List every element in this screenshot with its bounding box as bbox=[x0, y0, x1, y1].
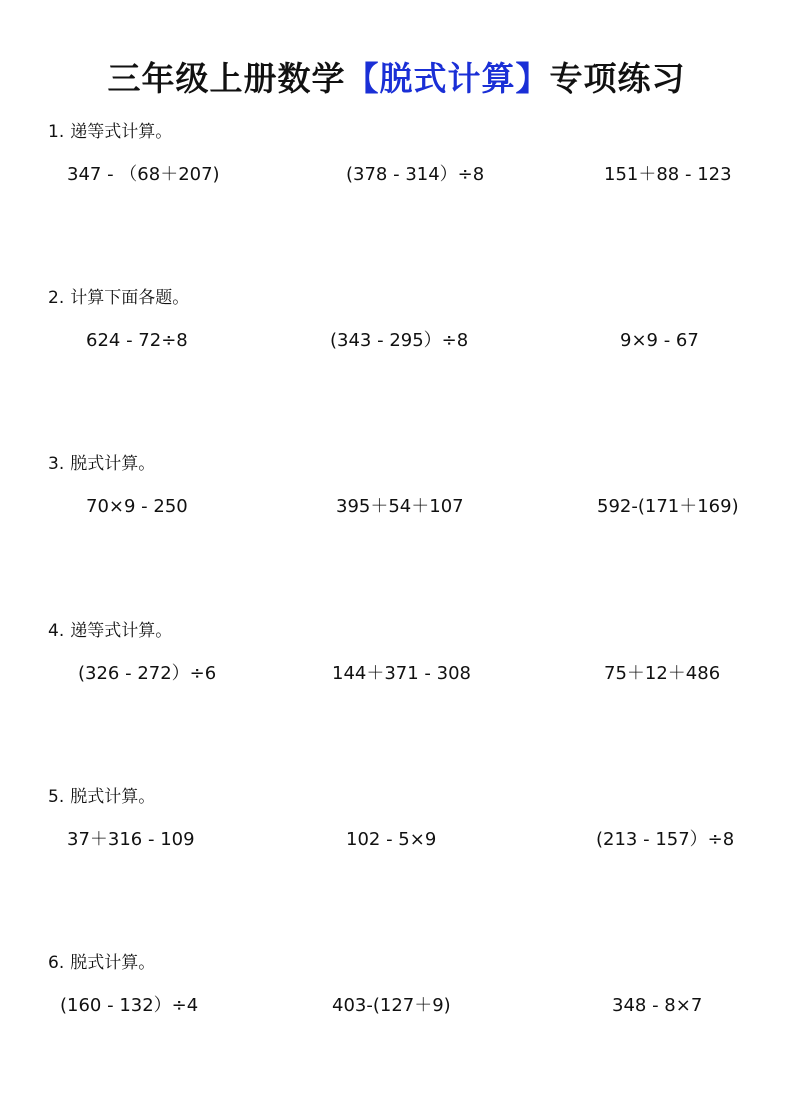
problem-expression: 75＋12＋486 bbox=[604, 663, 721, 684]
section-number: 5. bbox=[48, 787, 65, 807]
problem-expression: 70×9 - 250 bbox=[86, 496, 188, 517]
page-title bbox=[0, 54, 793, 104]
problem-expression: 37＋316 - 109 bbox=[67, 829, 195, 850]
title-prefix: 三年级上册数学 bbox=[107, 59, 346, 98]
problem-expression: 9×9 - 67 bbox=[620, 330, 699, 351]
exercise-section-6 bbox=[0, 952, 793, 1118]
exercise-section-5 bbox=[0, 786, 793, 952]
title-suffix: 专项练习 bbox=[549, 59, 686, 98]
problem-expression: 403-(127＋9) bbox=[332, 995, 451, 1016]
section-heading bbox=[48, 952, 155, 974]
problem-expression: (343 - 295）÷8 bbox=[330, 330, 469, 351]
problem-expression: 144＋371 - 308 bbox=[332, 663, 472, 684]
exercise-section-2 bbox=[0, 287, 793, 453]
problem-expression: (160 - 132）÷4 bbox=[60, 995, 199, 1016]
section-number: 1. bbox=[48, 122, 65, 142]
section-heading bbox=[48, 121, 172, 143]
section-number: 3. bbox=[48, 454, 65, 474]
section-number: 6. bbox=[48, 953, 65, 973]
exercise-section-4 bbox=[0, 620, 793, 786]
section-heading bbox=[48, 620, 172, 642]
problem-expression: (378 - 314）÷8 bbox=[346, 164, 485, 185]
problem-expression: 348 - 8×7 bbox=[612, 995, 703, 1016]
title-highlight: 【脱式计算】 bbox=[345, 59, 550, 98]
exercise-section-1 bbox=[0, 121, 793, 287]
problem-expression: (326 - 272）÷6 bbox=[78, 663, 217, 684]
section-instruction: 计算下面各题。 bbox=[70, 288, 190, 308]
problem-expression: 592-(171＋169) bbox=[597, 496, 739, 517]
section-number: 4. bbox=[48, 621, 65, 641]
section-heading bbox=[48, 786, 155, 808]
section-heading bbox=[48, 287, 189, 309]
problem-expression: (213 - 157）÷8 bbox=[596, 829, 735, 850]
problem-expression: 102 - 5×9 bbox=[346, 829, 437, 850]
section-instruction: 脱式计算。 bbox=[70, 787, 156, 807]
section-instruction: 递等式计算。 bbox=[70, 122, 173, 142]
problem-expression: 395＋54＋107 bbox=[336, 496, 464, 517]
section-instruction: 脱式计算。 bbox=[70, 953, 156, 973]
section-number: 2. bbox=[48, 288, 65, 308]
section-heading bbox=[48, 453, 155, 475]
section-instruction: 递等式计算。 bbox=[70, 621, 173, 641]
section-instruction: 脱式计算。 bbox=[70, 454, 156, 474]
problem-expression: 151＋88 - 123 bbox=[604, 164, 732, 185]
exercise-section-3 bbox=[0, 453, 793, 619]
problem-expression: 347 - （68＋207) bbox=[67, 164, 220, 185]
problem-expression: 624 - 72÷8 bbox=[86, 330, 188, 351]
